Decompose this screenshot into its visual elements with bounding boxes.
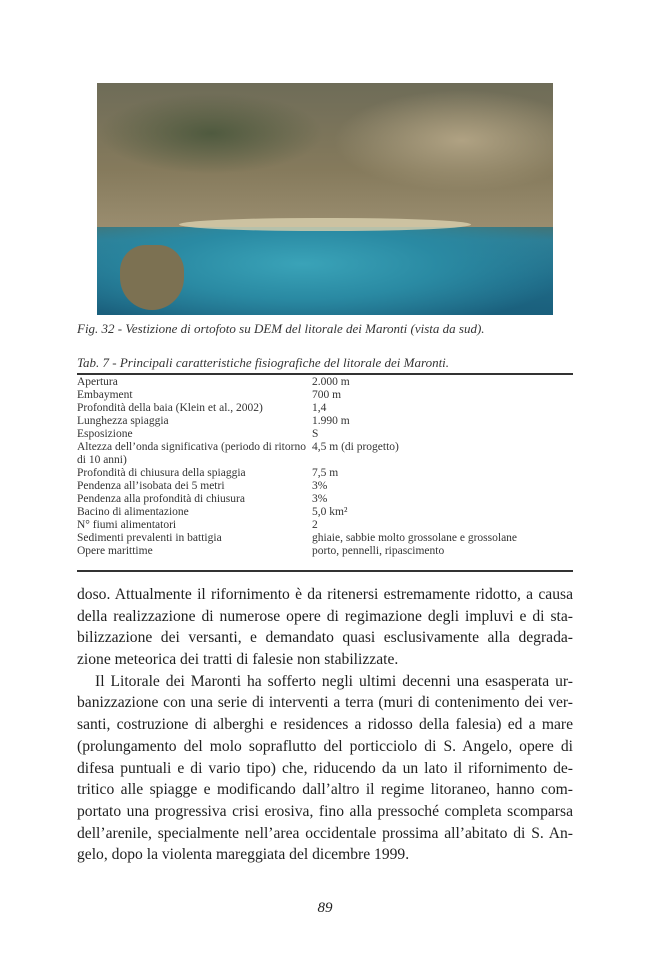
text-line: della realizzazione di numerose opere di regimazione degli impluvi e di sta- (77, 607, 573, 625)
text-line: bilizzazione dei versanti, e demandato quasi esclusivamente alla degrada- (77, 629, 573, 647)
row-label: Sedimenti prevalenti in battigia (77, 532, 222, 544)
text-line: tritico alle spiagge e modificando dall’altro il regime litoraneo, hanno com- (77, 781, 573, 799)
figure-caption: Fig. 32 - Vestizione di ortofoto su DEM del litorale dei Maronti (vista da sud). (77, 321, 485, 336)
text-line: dell’arenile, specialmente nell’area occidentale prossima all’abitato di S. An- (77, 824, 573, 842)
figure-photo-maronti-dem (97, 83, 553, 315)
row-label: Profondità di chiusura della spiaggia (77, 467, 246, 479)
text-line: Il Litorale dei Maronti ha sofferto negli ultimi decenni una esasperata ur- (95, 672, 573, 690)
table-top-rule (77, 373, 573, 375)
row-value: 1,4 (312, 402, 327, 414)
row-label: Opere marittime (77, 545, 153, 557)
photo-cape (120, 245, 184, 310)
row-label: Embayment (77, 389, 133, 401)
row-value: 2 (312, 519, 318, 531)
row-value: 3% (312, 493, 328, 505)
row-value: 3% (312, 480, 328, 492)
text-line: difesa puntuali e di vario tipo) che, riducendo da un lato il rifornimento de- (77, 759, 573, 777)
row-value: S (312, 428, 319, 440)
row-label: Bacino di alimentazione (77, 506, 189, 518)
table-caption: Tab. 7 - Principali caratteristiche fisiografiche del litorale dei Maronti. (77, 355, 450, 370)
row-label: Esposizione (77, 428, 133, 440)
row-value: 700 m (312, 389, 342, 401)
text-line: santi, costruzione di alberghi e residences a ridosso della falesia) ed a mare (77, 716, 573, 734)
text-line: gelo, dopo la violenta mareggiata del dicembre 1999. (77, 846, 410, 864)
row-label: Pendenza alla profondità di chiusura (77, 493, 245, 505)
text-line: (prolungamento del molo sopraflutto del porticciolo di S. Angelo, opere di (77, 737, 573, 755)
row-label: Apertura (77, 376, 118, 388)
text-line: portato una progressiva crisi erosiva, fino alla pressoché completa scomparsa (77, 802, 573, 820)
row-label: N° fiumi alimentatori (77, 519, 177, 531)
page-number: 89 (317, 900, 333, 916)
row-label: Profondità della baia (Klein et al., 2002) (77, 402, 263, 414)
text-line: banizzazione con una serie di interventi a terra (muri di contenimento dei ver- (77, 694, 573, 712)
table-bottom-rule (77, 570, 573, 572)
row-label: Lunghezza spiaggia (77, 415, 169, 427)
photo-beach (179, 218, 471, 232)
row-label: Pendenza all’isobata dei 5 metri (77, 480, 225, 492)
row-label: Altezza dell’onda significativa (periodo di ritorno di 10 anni) (77, 441, 306, 466)
text-line: doso. Attualmente il rifornimento è da ritenersi estremamente ridotto, a causa (77, 586, 573, 603)
row-value: 1.990 m (312, 415, 350, 427)
body-text (77, 584, 573, 866)
row-value: 5,0 km² (312, 506, 348, 518)
row-value: 2.000 m (312, 376, 350, 388)
row-value: ghiaie, sabbie molto grossolane e grossolane (312, 532, 518, 544)
row-value: 7,5 m (312, 467, 339, 479)
photo-land (97, 83, 553, 227)
row-value: porto, pennelli, ripascimento (312, 545, 445, 557)
row-value: 4,5 m (di progetto) (312, 441, 399, 453)
text-line: zione meteorica dei tratti di falesie non stabilizzate. (77, 651, 399, 669)
